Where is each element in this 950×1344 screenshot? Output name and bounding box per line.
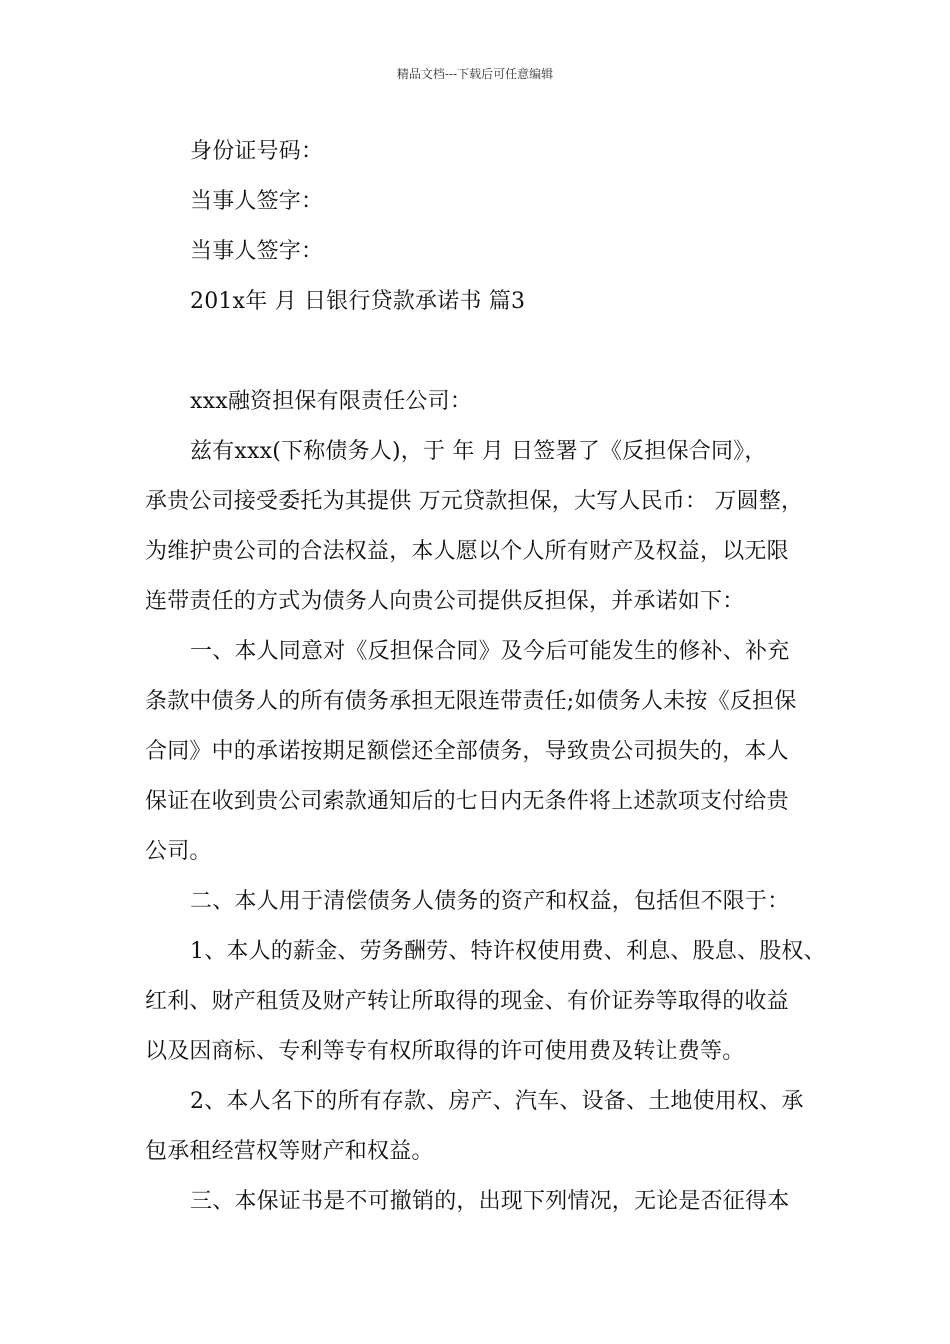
party-signature-line: 当事人签字： <box>190 239 324 264</box>
paragraph-line: 二、本人用于清偿债务人债务的资产和权益，包括但不限于： <box>190 889 790 914</box>
paragraph-line: 承贵公司接受委托为其提供 万元贷款担保，大写人民币： 万圆整， <box>145 489 804 514</box>
paragraph-line: 兹有xxx(下称债务人)，于 年 月 日签署了《反担保合同》， <box>190 439 767 464</box>
id-number-line: 身份证号码： <box>190 139 324 164</box>
addressee-line: xxx融资担保有限责任公司： <box>190 389 473 414</box>
paragraph-line: 合同》中的承诺按期足额偿还全部债务，导致贵公司损失的，本人 <box>145 739 789 764</box>
paragraph-line: 一、本人同意对《反担保合同》及今后可能发生的修补、补充 <box>190 639 790 664</box>
paragraph-line: 包承租经营权等财产和权益。 <box>145 1139 434 1164</box>
paragraph-line: 三、本保证书是不可撤销的，出现下列情况，无论是否征得本 <box>190 1189 790 1214</box>
party-signature-line: 当事人签字： <box>190 189 324 214</box>
page-header: 精品文档---下载后可任意编辑 <box>396 67 554 81</box>
paragraph-line: 为维护贵公司的合法权益，本人愿以个人所有财产及权益，以无限 <box>145 539 789 564</box>
paragraph-line: 红利、财产租赁及财产转让所取得的现金、有价证券等取得的收益 <box>145 989 789 1014</box>
paragraph-line: 条款中债务人的所有债务承担无限连带责任;如债务人未按《反担保 <box>145 689 797 714</box>
paragraph-line: 2、本人名下的所有存款、房产、汽车、设备、土地使用权、承 <box>190 1089 804 1114</box>
paragraph-line: 公司。 <box>145 839 212 864</box>
paragraph-line: 1、本人的薪金、劳务酬劳、特许权使用费、利息、股息、股权、 <box>190 939 826 964</box>
paragraph-line: 连带责任的方式为债务人向贵公司提供反担保，并承诺如下： <box>145 589 745 614</box>
paragraph-line: 保证在收到贵公司索款通知后的七日内无条件将上述款项支付给贵 <box>145 789 789 814</box>
section-title: 201x年 月 日银行贷款承诺书 篇3 <box>190 289 526 314</box>
paragraph-line: 以及因商标、专利等专有权所取得的许可使用费及转让费等。 <box>145 1039 745 1064</box>
